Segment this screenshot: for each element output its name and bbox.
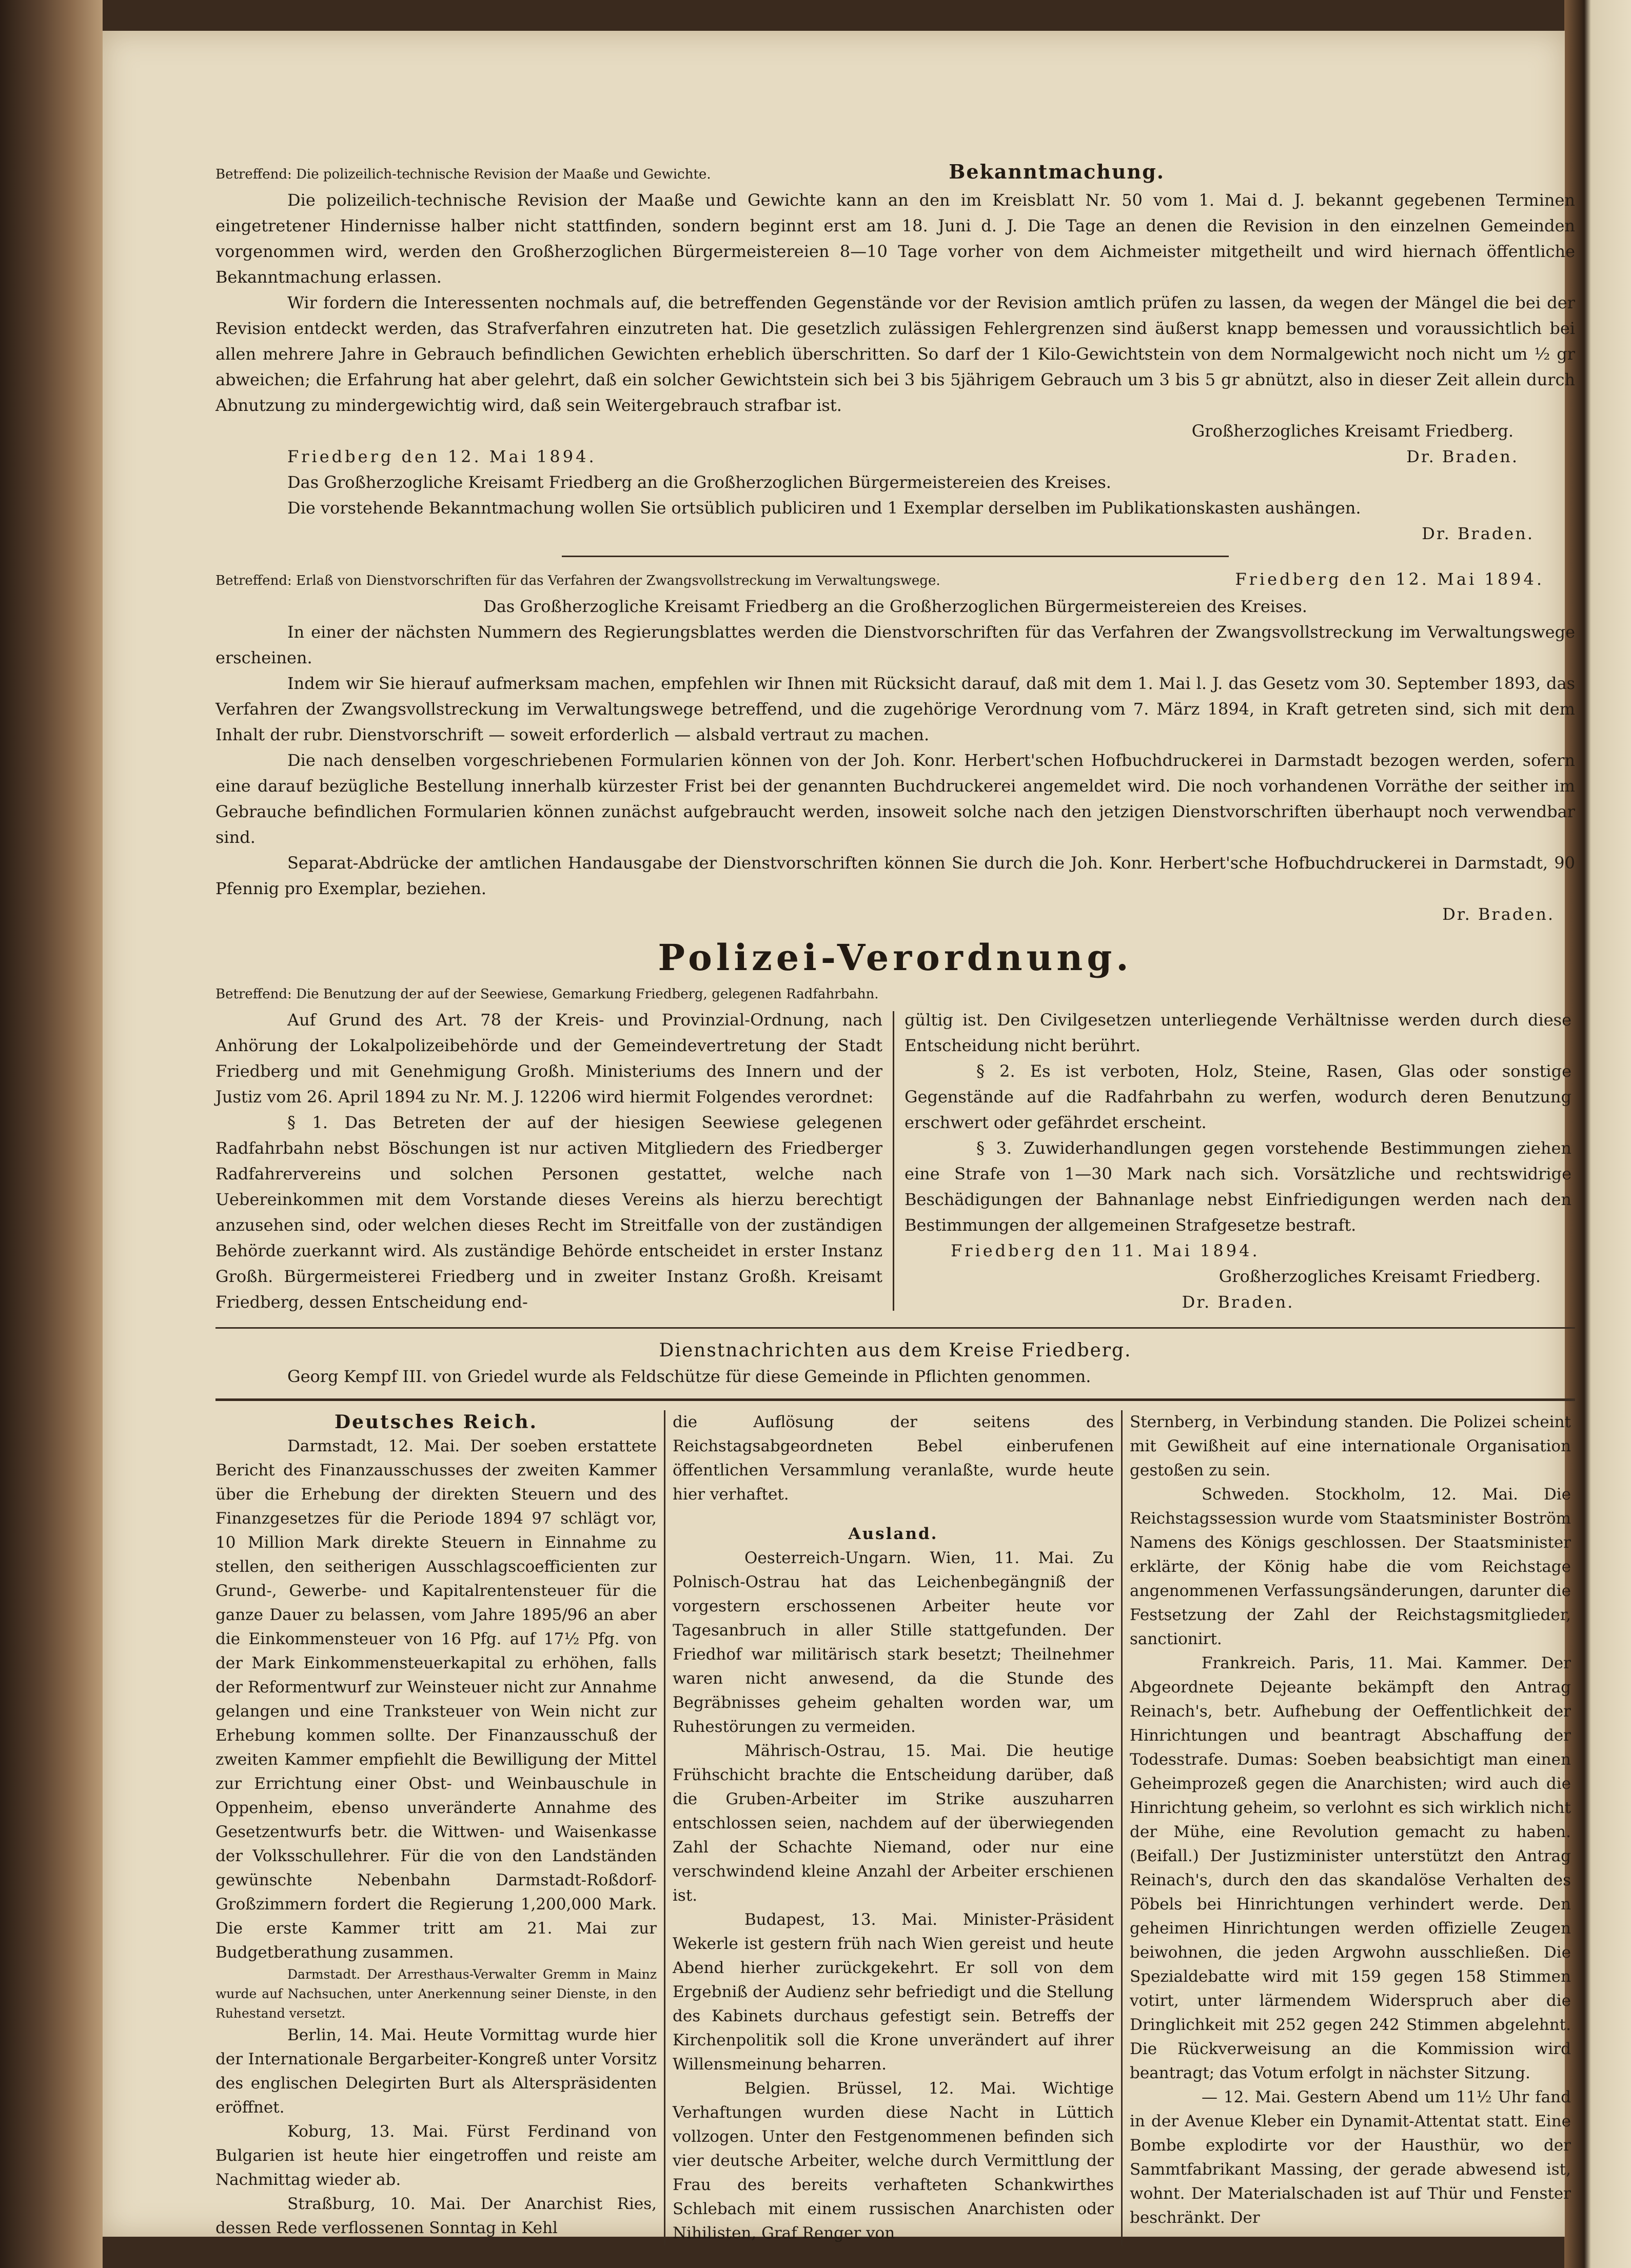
news-item: Budapest, 13. Mai. Minister-Präsident Wekerle ist gestern früh nach Wien gereist und heute Abend hierher zurückgekehrt. Er soll von dem Ergebniß der Audienz sehr befriedigt und die Stellung des Kabinets durchaus gefestigt sein. Betreffs der Kirchenpolitik soll die Krone unverändert auf ihrer Willensmeinung beharren. (673, 1910, 1114, 2074)
news-col-1 (215, 1410, 657, 2245)
date: Friedberg den 12. Mai 1894. (1235, 569, 1544, 589)
divider (215, 1327, 1575, 1329)
paragraph: In einer der nächsten Nummern des Regierungsblattes werden die Dienstvorschriften für das Verfahren der Zwangsvollstreckung im Verwaltungswege erscheinen. (215, 622, 1575, 667)
police-columns (215, 1007, 1575, 1315)
column-separator (1121, 1410, 1123, 2245)
service-heading: Dienstnachrichten aus dem Kreise Friedberg. (659, 1340, 1132, 1361)
issuer: Großherzogliches Kreisamt Friedberg. (1191, 421, 1514, 441)
news-item: Straßburg, 10. Mai. Der Anarchist Ries, dessen Rede verflossenen Sonntag in Kehl (215, 2195, 657, 2237)
signature: Dr. Braden. (1442, 904, 1555, 924)
news-col-3 (1130, 1410, 1571, 2245)
notice-subject: Betreffend: Die polizeilich-technische Revision der Maaße und Gewichte. (215, 167, 711, 182)
service-text: Georg Kempf III. von Griedel wurde als Feldschütze für diese Gemeinde in Pflichten genommen. (287, 1367, 1091, 1386)
notice-subject: Betreffend: Erlaß von Dienstvorschriften für das Verfahren der Zwangsvollstreckung im Verwaltungswege. (215, 573, 940, 588)
news-item: Darmstadt, 12. Mai. Der soeben erstattete Bericht des Finanzausschusses der zweiten Kammer über die Erhebung der direkten Steuern und des Finanzgesetzes für die Periode 1894 97 schlägt vor, 10 Million Mark direkte Steuern in Einnahme zu stellen, den seitherigen Ausschlagscoefficienten zur Grund-, Gewerbe- und Kapitalrentensteuer für die ganze Dauer zu belassen, vom Jahre 1895/96 an aber die Einkommensteuer von 16 Pfg. auf 17½ Pfg. von der Mark Einkommensteuerkapital zu erhöhen, falls der Reformentwurf zur Weinsteuer nicht zur Annahme gelangen und eine Tranksteuer von Wein nicht zur Erhebung kommen sollte. Der Finanzausschuß der zweiten Kammer empfiehlt die Bewilligung der Mittel zur Errichtung einer Obst- und Weinbauschule in Oppenheim, ebenso unveränderte Annahme des Gesetzentwurfs betr. die Wittwen- und Waisenkasse der Volksschullehrer. Für die von den Landständen gewünschte Nebenbahn Darmstadt-Roßdorf-Großzimmern fordert die Regierung 1,200,000 Mark. Die erste Kammer tritt am 21. Mai zur Budgetberathung zusammen. (215, 1437, 657, 1962)
police-col-right (905, 1007, 1571, 1315)
addressee: Das Großherzogliche Kreisamt Friedberg an die Großherzoglichen Bürgermeistereien des Kreises. (287, 472, 1111, 492)
paragraph: § 1. Das Betreten der auf der hiesigen Seewiese gelegenen Radfahrbahn nebst Böschungen ist nur activen Mitgliedern des Friedberger Radfahrervereins und solchen Personen gestattet, welche nach Uebereinkommen mit dem Vorstande dieses Vereins als hierzu berechtigt anzusehen sind, oder welchen dieses Recht im Streitfalle von der zuständigen Behörde zuerkannt wird. Als zuständige Behörde entscheidet in erster Instanz Großh. Bürgermeisterei Friedberg und in zweiter Instanz Großh. Kreisamt Friedberg, dessen Entscheidung end- (215, 1113, 882, 1312)
paragraph: § 3. Zuwiderhandlungen gegen vorstehende Bestimmungen ziehen eine Strafe von 1—30 Mark nach sich. Vorsätzliche und rechtswidrige Beschädigungen der Bahnanlage nebst Einfriedigungen werden nach den Bestimmungen der allgemeinen Strafgesetze bestraft. (905, 1138, 1571, 1235)
news-item: Koburg, 13. Mai. Fürst Ferdinand von Bulgarien ist heute hier eingetroffen und reiste am Nachmittag wieder ab. (215, 2122, 657, 2189)
news-item: Sternberg, in Verbindung standen. Die Polizei scheint mit Gewißheit auf eine internationale Organisation gestoßen zu sein. (1130, 1413, 1571, 1480)
news-item: die Auflösung der seitens des Reichstagsabgeordneten Bebel einberufenen öffentlichen Versammlung veranlaßte, wurde heute hier verhaftet. (673, 1413, 1114, 1504)
divider (215, 1398, 1575, 1401)
column-separator (893, 1011, 894, 1311)
signature: Dr. Braden. (1182, 1292, 1294, 1312)
paragraph: Die polizeilich-technische Revision der Maaße und Gewichte kann an den im Kreisblatt Nr. 50 vom 1. Mai d. J. bekannt gegebenen Terminen eingetretener Hindernisse halber nicht stattfinden, sondern beginnt erst am 18. Juni d. J. Die Tage an denen die Revision in den einzelnen Gemeinden vorgenommen wird, werden den Großherzoglichen Bürgermeistereien 8—10 Tage vorher von dem Aichmeister mitgetheilt und wird hiernach öffentliche Bekanntmachung erlassen. (215, 190, 1575, 287)
notice-header-row (215, 566, 1575, 594)
police-title: Polizei-Verordnung. (658, 936, 1133, 979)
news-item: Mährisch-Ostrau, 15. Mai. Die heutige Frühschicht brachte die Entscheidung darüber, daß die Gruben-Arbeiter im Strike auszuharren entschlossen seien, nachdem auf der überwiegenden Zahl der Schachte Niemand, oder nur eine verschwindend kleine Anzahl der Arbeiter erschienen ist. (673, 1742, 1114, 1905)
police-col-left (215, 1007, 882, 1315)
signature: Dr. Braden. (1422, 524, 1534, 543)
paragraph: gültig ist. Den Civilgesetzen unterliegende Verhältnisse werden durch diese Entscheidung nicht berührt. (905, 1010, 1571, 1055)
addressee: Das Großherzogliche Kreisamt Friedberg an die Großherzoglichen Bürgermeistereien des Kreises. (483, 597, 1307, 616)
notice-subject: Betreffend: Die Benutzung der auf der Seewiese, Gemarkung Friedberg, gelegenen Radfahrbahn. (215, 987, 879, 1002)
news-item-small: Darmstadt. Der Arresthaus-Verwalter Gremm in Mainz wurde auf Nachsuchen, unter Anerkennung seiner Dienste, in den Ruhestand versetzt. (215, 1967, 657, 2021)
news-item: Frankreich. Paris, 11. Mai. Kammer. Der Abgeordnete Dejeante bekämpft den Antrag Reinach's, betr. Aufhebung der Oeffentlichkeit der Hinrichtungen und beantragt Abschaffung der Todesstrafe. Dumas: Soeben beabsichtigt man einen Geheimprozeß gegen die Anarchisten; wird auch die Hinrichtung geheim, so verlohnt es sich wirklich nicht der Mühe, eine Revolution gemacht zu haben. (Beifall.) Der Justizminister unterstützt den Antrag Reinach's, durch den das skandalöse Verhalten des Pöbels bei Hinrichtungen verhindert werde. Den geheimen Hinrichtungen werden offizielle Zeugen beiwohnen, die jeden Argwohn ausschließen. Die Spezialdebatte wird mit 159 gegen 158 Stimmen votirt, unter lärmendem Widerspruch aber die Dringlichkeit mit 252 gegen 242 Stimmen abgelehnt. Die Rückverweisung an die Kommission wird beantragt; das Votum erfolgt in nächster Sitzung. (1130, 1654, 1571, 2082)
news-col-2 (673, 1410, 1114, 2245)
paragraph: Auf Grund des Art. 78 der Kreis- und Provinzial-Ordnung, nach Anhörung der Lokalpolizeibehörde und der Gemeindevertretung der Stadt Friedberg und mit Genehmigung Großh. Ministeriums des Innern und der Justiz vom 26. April 1894 zu Nr. M. J. 12206 wird hiermit Folgendes verordnet: (215, 1010, 882, 1107)
date: Friedberg den 11. Mai 1894. (951, 1241, 1260, 1260)
notice-heading: Bekanntmachung. (949, 160, 1165, 183)
paragraph: § 2. Es ist verboten, Holz, Steine, Rasen, Glas oder sonstige Gegenstände auf die Radfahrbahn zu werfen, wodurch deren Benutzung erschwert oder gefährdet erscheint. (905, 1061, 1571, 1132)
page-content (215, 159, 1575, 2242)
book-binding-left (0, 0, 103, 2268)
date: Friedberg den 12. Mai 1894. (287, 447, 597, 466)
paragraph: Separat-Abdrücke der amtlichen Handausgabe der Dienstvorschriften können Sie durch die Joh. Konr. Herbert'sche Hofbuchdruckerei in Darmstadt, 90 Pfennig pro Exemplar, beziehen. (215, 853, 1575, 898)
section-heading: Ausland. (848, 1525, 938, 1543)
column-separator (664, 1410, 665, 2245)
news-item: Oesterreich-Ungarn. Wien, 11. Mai. Zu Polnisch-Ostrau hat das Leichenbegängniß der vorgestern erschossenen Arbeiter heute vor Tagesanbruch in aller Stille stattgefunden. Der Friedhof war militärisch stark besetzt; Theilnehmer waren nicht anwesend, da die Stunde des Begräbnisses geheim gehalten worden war, um Ruhestörungen zu vermeiden. (673, 1549, 1114, 1736)
signature: Dr. Braden. (1406, 447, 1519, 466)
issuer: Großherzogliches Kreisamt Friedberg. (1219, 1267, 1541, 1286)
newspaper-page (103, 31, 1575, 2242)
notice-enforcement (215, 566, 1575, 927)
news-item: Schweden. Stockholm, 12. Mai. Die Reichstagssession wurde vom Staatsminister Boström Namens des Königs geschlossen. Der Staatsminister erklärte, der König habe die vom Reichstage angenommenen Verfassungsänderungen, darunter die Festsetzung der Zahl der Reichstagsmitglieder, sanctionirt. (1130, 1485, 1571, 1648)
date-signature-row (215, 444, 1575, 469)
paragraph: Wir fordern die Interessenten nochmals auf, die betreffenden Gegenstände vor der Revision amtlich prüfen zu lassen, da wegen der Mängel die bei der Revision entdeckt werden, das Strafverfahren einzutreten hat. Die gesetzlich zulässigen Fehlergrenzen sind äußerst knapp bemessen und voraussichtlich bei allen mehrere Jahre in Gebrauch befindlichen Gewichten erheblich überschritten. So darf der 1 Kilo-Gewichtstein von dem Normalgewicht noch nicht um ½ gr abweichen; die Erfahrung hat aber gelehrt, daß ein solcher Gewichtstein sich bei 3 bis 5jährigem Gebrauch um 3 bis 5 gr abnützt, also in dieser Zeit allein durch Abnutzung zu mindergewichtig wird, daß sein Weitergebrauch strafbar ist. (215, 293, 1575, 415)
paragraph: Indem wir Sie hierauf aufmerksam machen, empfehlen wir Ihnen mit Rücksicht darauf, daß mit dem 1. Mai l. J. das Gesetz vom 30. September 1893, das Verfahren der Zwangsvollstreckung im Verwaltungswege betreffend, und die zugehörige Verordnung vom 7. März 1894, in Kraft getreten sind, sich mit dem Inhalt der rubr. Dienstvorschrift — soweit erforderlich — alsbald vertraut zu machen. (215, 674, 1575, 744)
instruction: Die vorstehende Bekanntmachung wollen Sie ortsüblich publiciren und 1 Exemplar derselben im Publikationskasten aushängen. (287, 498, 1361, 518)
news-columns (215, 1410, 1575, 2245)
news-item: Berlin, 14. Mai. Heute Vormittag wurde hier der Internationale Bergarbeiter-Kongreß unter Vorsitz des englischen Delegirten Burt als Alterspräsidenten eröffnet. (215, 2026, 657, 2117)
news-item: Belgien. Brüssel, 12. Mai. Wichtige Verhaftungen wurden diese Nacht in Lüttich vollzogen. Unter den Festgenommenen befinden sich vier deutsche Arbeiter, welche durch Vermittlung der Frau des bereits verhafteten Schankwirthes Schlebach mit einem russischen Anarchisten oder Nihilisten, Graf Renger von (673, 2079, 1114, 2242)
police-regulation (215, 937, 1575, 1315)
service-news (215, 1338, 1575, 1389)
notice-header-row (215, 159, 1575, 187)
divider (562, 556, 1229, 557)
paragraph: Die nach denselben vorgeschriebenen Formularien können von der Joh. Konr. Herbert'schen Hofbuchdruckerei in Darmstadt bezogen werden, sofern eine darauf bezügliche Bestellung innerhalb kürzester Frist bei der genannten Buchdruckerei angemeldet wird. Die noch vorhandenen Vorräthe der seither im Gebrauche befindlichen Formularien können zunächst aufgebraucht werden, insoweit solche nach den jetzigen Dienstvorschriften überhaupt noch verwendbar sind. (215, 751, 1575, 847)
notice-revision-weights (215, 159, 1575, 546)
section-heading: Deutsches Reich. (334, 1411, 538, 1433)
news-item: — 12. Mai. Gestern Abend um 11½ Uhr fand in der Avenue Kleber ein Dynamit-Attentat statt. Eine Bombe explodirte vor der Hausthür, wo der Sammtfabrikant Massing, der gerade abwesend ist, wohnt. Der Materialschaden ist auf Thür und Fenster beschränkt. Der (1130, 2088, 1571, 2227)
